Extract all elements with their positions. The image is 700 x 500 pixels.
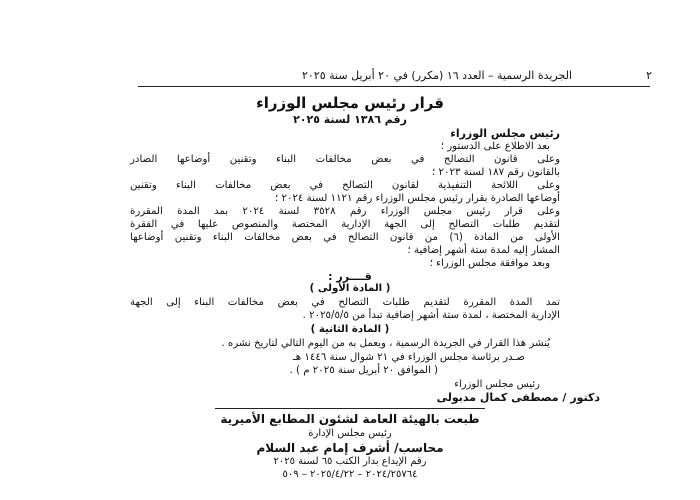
- signatory-name: دكتور / مصطفى كمال مدبولى: [436, 391, 600, 404]
- issue-date-gregorian: ( الموافق ٢٠ أبريل سنة ٢٠٢٥ م ) .: [289, 365, 438, 376]
- preamble-line: الأولى من المادة (٦) من قانون التصالح في بعض مخالفات البناء وتقنين أوضاعها: [130, 232, 560, 243]
- decree-number: رقم ١٣٨٦ لسنة ٢٠٢٥: [293, 113, 407, 126]
- preamble-line: بالقانون رقم ١٨٧ لسنة ٢٠٢٣ ؛: [432, 167, 560, 178]
- footer-divider: [215, 408, 485, 409]
- header-divider: [138, 86, 650, 87]
- signatory-title: رئيس مجلس الوزراء: [454, 379, 540, 390]
- preamble-line: أوضاعها الصادرة بقرار رئيس مجلس الوزراء رقم ١١٢١ لسنة ٢٠٢٤ ؛: [275, 193, 560, 204]
- page-number: ٢: [646, 69, 652, 82]
- article-1-text: الإدارية المختصة ، لمدة ستة أشهر إضافية تبدأ من ٢٠٢٥/٥/٥ .: [302, 310, 560, 321]
- preamble-line: المشار إليه لمدة ستة أشهر إضافية ؛: [407, 245, 560, 256]
- preamble-line: وبعد موافقة مجلس الوزراء ؛: [429, 258, 550, 269]
- print-codes: ٢٠٢٤/٢٥٧٦٤ – ٢٠٢٥/٤/٢٢ – ٥٠٩: [282, 469, 418, 480]
- article-2-text: يُنشر هذا القرار في الجريدة الرسمية ، ويعمل به من اليوم التالي لتاريخ نشره .: [221, 338, 550, 349]
- issue-date-hijri: صـدر برئاسة مجلس الوزراء في ٢١ شوال سنة ١٤٤٦ هـ: [292, 352, 525, 363]
- decree-issuer: رئيس مجلس الوزراء: [450, 127, 560, 140]
- board-chair-title: رئيس مجلس الإدارة: [308, 428, 392, 439]
- deposit-number: رقم الإيداع بدار الكتب ٦٥ لسنة ٢٠٢٥: [273, 456, 427, 467]
- preamble-line: وعلى قانون التصالح في بعض مخالفات البناء وتقنين أوضاعها الصادر: [130, 154, 560, 165]
- decree-title: قرار رئيس مجلس الوزراء: [256, 94, 444, 112]
- gazette-header: الجريدة الرسمية – العدد ١٦ (مكرر) في ٢٠ أبريل سنة ٢٠٢٥: [302, 69, 572, 82]
- preamble-line: لتقديم طلبات التصالح إلى الجهة الإدارية المختصة والمنصوص عليها في الفقرة: [130, 219, 560, 230]
- article-1-heading: ( المادة الأولى ): [309, 283, 391, 294]
- decided-heading: قــــرر :: [328, 270, 372, 283]
- preamble-line: بعد الاطلاع على الدستور ؛: [440, 141, 550, 152]
- article-1-text: تمد المدة المقررة لتقديم طلبات التصالح في بعض مخالفات البناء إلى الجهة: [130, 297, 560, 308]
- preamble-line: وعلى اللائحة التنفيذية لقانون التصالح في بعض مخالفات البناء وتقنين: [130, 180, 560, 191]
- article-2-heading: ( المادة الثانية ): [310, 324, 390, 335]
- preamble-line: وعلى قرار رئيس مجلس الوزراء رقم ٣٥٢٨ لسنة ٢٠٢٤ بمد المدة المقررة: [130, 206, 560, 217]
- printer-name: طبعت بالهيئة العامة لشئون المطابع الأميرية: [220, 412, 480, 426]
- accountant-name: محاسب/ أشرف إمام عبد السلام: [256, 441, 444, 455]
